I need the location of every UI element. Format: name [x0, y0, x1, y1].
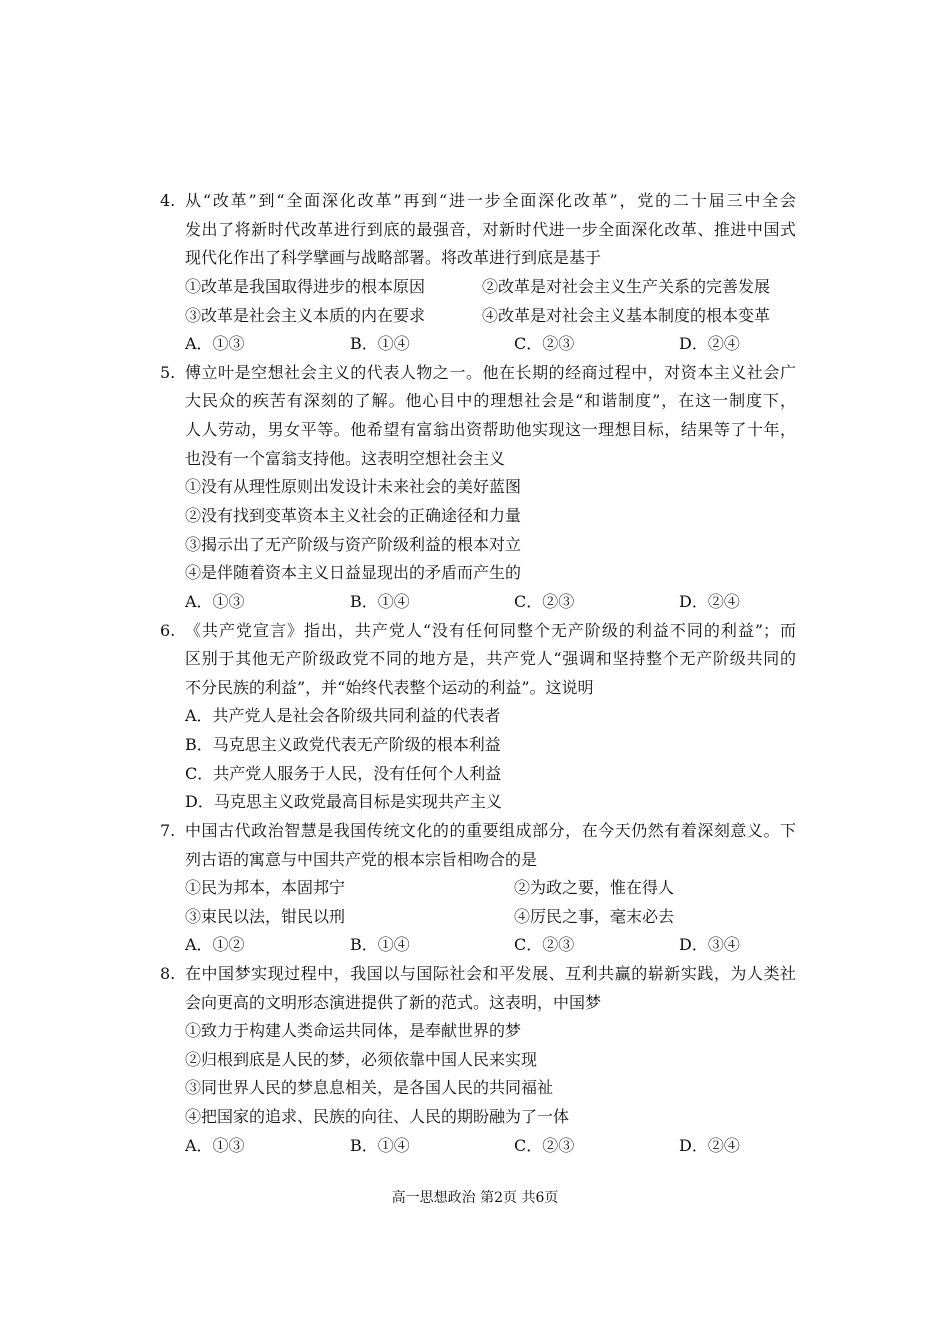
question-stem-line: 也没有一个富翁支持他。这表明空想社会主义: [185, 449, 506, 468]
question-stem-line: 现代化作出了科学擘画与战略部署。将改革进行到底是基于: [185, 248, 602, 267]
question-number: 7.: [160, 821, 176, 840]
statement: ②为政之要，惟在得人: [514, 878, 675, 897]
choice-c: C．共产党人服务于人民，没有任何个人利益: [185, 764, 502, 783]
statement: ①民为邦本，本固邦宁: [185, 878, 346, 897]
choice-c: C．②③: [514, 334, 575, 353]
choice-c: C．②③: [514, 592, 575, 611]
question-number: 5.: [160, 363, 176, 382]
question-stem-line: 区别于其他无产阶级政党不同的地方是，共产党人“强调和坚持整个无产阶级共同的: [185, 649, 796, 668]
choice-d: D．③④: [679, 935, 740, 954]
page-footer: 高一思想政治 第2页 共6页: [391, 1190, 559, 1206]
question-number: 8.: [160, 964, 176, 983]
statement: ④改革是对社会主义基本制度的根本变革: [482, 306, 771, 325]
question-stem-line: 会向更高的文明形态演进提供了新的范式。这表明，中国梦: [185, 993, 602, 1012]
choice-b: B．①④: [350, 935, 410, 954]
question-stem-line: 发出了将新时代改革进行到底的最强音，对新时代进一步全面深化改革、推进中国式: [185, 220, 796, 239]
question-stem-line: 傅立叶是空想社会主义的代表人物之一。他在长期的经商过程中，对资本主义社会广: [185, 363, 796, 382]
statement: ③束民以法，钳民以刑: [185, 907, 346, 926]
choice-c: C．②③: [514, 935, 575, 954]
question-stem-line: 大民众的疾苦有深刻的了解。他心目中的理想社会是“和谐制度”，在这一制度下，: [185, 391, 796, 410]
choice-a: A．①②: [185, 935, 245, 954]
choice-b: B．①④: [350, 1136, 410, 1155]
question-stem-line: 列古语的寓意与中国共产党的根本宗旨相吻合的是: [185, 850, 538, 869]
question-stem-line: 从“改革”到“全面深化改革”再到“进一步全面深化改革”，党的二十届三中全会: [185, 191, 796, 210]
question-stem-line: 人人劳动，男女平等。他希望有富翁出资帮助他实现这一理想目标，结果等了十年，: [185, 420, 796, 439]
statement: ③同世界人民的梦息息相关，是各国人民的共同福祉: [185, 1078, 554, 1097]
choice-b: B．马克思主义政党代表无产阶级的根本利益: [185, 735, 501, 754]
question-stem-line: 《共产党宣言》指出，共产党人“没有任何同整个无产阶级的利益不同的利益”；而: [185, 621, 796, 640]
question-number: 4.: [160, 191, 176, 210]
statement: ②改革是对社会主义生产关系的完善发展: [482, 277, 771, 296]
choice-a: A．①③: [185, 334, 245, 353]
statement: ②归根到底是人民的梦，必须依靠中国人民来实现: [185, 1050, 538, 1069]
choice-a: A．共产党人是社会各阶级共同利益的代表者: [185, 706, 501, 725]
statement: ③改革是社会主义本质的内在要求: [185, 306, 426, 325]
choice-a: A．①③: [185, 592, 245, 611]
statement: ④把国家的追求、民族的向往、人民的期盼融为了一体: [185, 1107, 570, 1126]
statement: ①没有从理性原则出发设计未来社会的美好蓝图: [185, 477, 522, 496]
statement: ④是伴随着资本主义日益显现出的矛盾而产生的: [185, 563, 522, 582]
choice-b: B．①④: [350, 334, 410, 353]
question-stem-line: 中国古代政治智慧是我国传统文化的的重要组成部分，在今天仍然有着深刻意义。下: [185, 821, 796, 840]
question-number: 6.: [160, 621, 176, 640]
statement: ①改革是我国取得进步的根本原因: [185, 277, 426, 296]
statement: ④厉民之事，毫末必去: [514, 907, 675, 926]
choice-d: D．②④: [679, 334, 740, 353]
choice-d: D．②④: [679, 592, 740, 611]
choice-d: D．②④: [679, 1136, 740, 1155]
statement: ①致力于构建人类命运共同体，是奉献世界的梦: [185, 1021, 522, 1040]
choice-b: B．①④: [350, 592, 410, 611]
question-stem-line: 不分民族的利益”，并“始终代表整个运动的利益”。这说明: [185, 678, 594, 697]
statement: ②没有找到变革资本主义社会的正确途径和力量: [185, 506, 522, 525]
question-stem-line: 在中国梦实现过程中，我国以与国际社会和平发展、互利共赢的崭新实践，为人类社: [185, 964, 796, 983]
choice-c: C．②③: [514, 1136, 575, 1155]
choice-a: A．①③: [185, 1136, 245, 1155]
choice-d: D．马克思主义政党最高目标是实现共产主义: [185, 792, 502, 811]
statement: ③揭示出了无产阶级与资产阶级利益的根本对立: [185, 535, 522, 554]
